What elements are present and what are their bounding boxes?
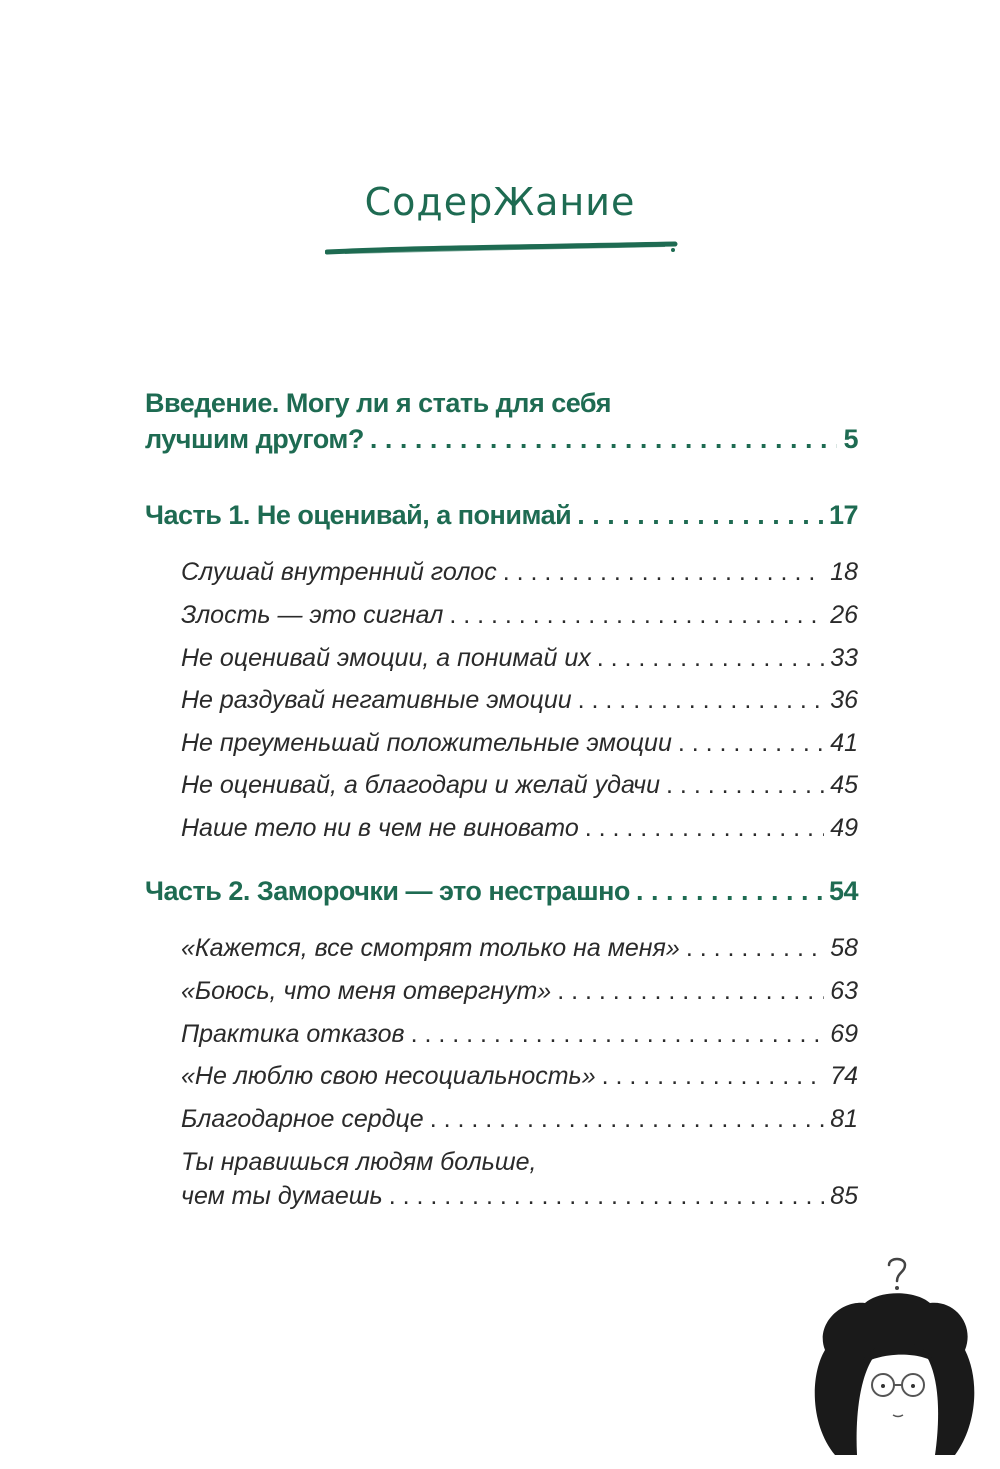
- toc-item[interactable]: [181, 558, 858, 587]
- item-label: Благодарное сердце: [181, 1105, 424, 1133]
- leader-dots: [686, 934, 824, 963]
- toc-item[interactable]: [181, 1020, 858, 1049]
- part-label: Часть 1. Не оценивай, а понимай: [145, 500, 572, 530]
- item-label: Наше тело ни в чем не виновато: [181, 814, 579, 842]
- leader-dots: [636, 876, 823, 907]
- item-label: Не оценивай эмоции, а понимай их: [181, 644, 591, 672]
- item-label: «Кажется, все смотрят только на меня»: [181, 934, 680, 962]
- item-label: чем ты думаешь: [181, 1182, 383, 1210]
- item-label: Не оценивай, а благодари и желай удачи: [181, 771, 661, 799]
- toc-item[interactable]: [181, 977, 858, 1006]
- leader-dots: [602, 1062, 825, 1091]
- leader-dots: [577, 500, 823, 531]
- page-number: 5: [843, 424, 858, 454]
- page-number: 54: [828, 876, 858, 906]
- toc-entry-part1[interactable]: [145, 500, 858, 531]
- leader-dots: [503, 558, 824, 587]
- toc-item[interactable]: [181, 1182, 858, 1211]
- leader-dots: [370, 424, 838, 455]
- page-number: 81: [830, 1105, 858, 1133]
- toc-entry-intro[interactable]: [145, 424, 858, 455]
- leader-dots: [578, 686, 825, 715]
- question-mark-icon: [889, 1259, 905, 1281]
- page-number: 85: [830, 1182, 858, 1210]
- page-number: 26: [830, 601, 858, 629]
- intro-line2: лучшим другом?: [145, 424, 364, 454]
- leader-dots: [557, 977, 824, 1006]
- page-number: 74: [830, 1062, 858, 1090]
- toc-item[interactable]: [181, 644, 858, 673]
- page-number: 69: [830, 1020, 858, 1048]
- face: [857, 1351, 939, 1455]
- last-item-line1: Ты нравишься людям больше,: [181, 1148, 537, 1176]
- toc-item[interactable]: [181, 1062, 858, 1091]
- item-label: Практика отказов: [181, 1020, 405, 1048]
- toc-item[interactable]: [181, 771, 858, 800]
- item-label: «Боюсь, что меня отвергнут»: [181, 977, 552, 1005]
- part-label: Часть 2. Заморочки — это нестрашно: [145, 876, 630, 906]
- page-number: 36: [830, 686, 858, 714]
- toc-item[interactable]: [181, 729, 858, 758]
- toc-entry-part2[interactable]: [145, 876, 858, 907]
- leader-dots: [666, 771, 824, 800]
- leader-dots: [678, 729, 824, 758]
- page-number: 41: [830, 729, 858, 757]
- item-label: Не раздувай негативные эмоции: [181, 686, 572, 714]
- toc-item[interactable]: [181, 1105, 858, 1134]
- girl-with-glasses-question-illustration: [805, 1255, 985, 1455]
- leader-dots: [585, 814, 824, 843]
- toc-item[interactable]: [181, 601, 858, 630]
- leader-dots: [389, 1182, 824, 1211]
- page-number: 45: [830, 771, 858, 799]
- page-number: 58: [830, 934, 858, 962]
- leader-dots: [430, 1105, 824, 1134]
- item-label: Не преуменьшай положительные эмоции: [181, 729, 672, 757]
- toc-item[interactable]: [181, 814, 858, 843]
- page-title: СодерЖание: [364, 180, 636, 224]
- toc-item[interactable]: [181, 934, 858, 963]
- item-label: «Не люблю свою несоциальность»: [181, 1062, 596, 1090]
- item-label: Злость — это сигнал: [181, 601, 444, 629]
- toc-item[interactable]: [181, 686, 858, 715]
- leader-dots: [597, 644, 824, 673]
- item-label: Слушай внутренний голос: [181, 558, 497, 586]
- page-number: 17: [828, 500, 858, 530]
- page-number: 18: [830, 558, 858, 586]
- leader-dots: [411, 1020, 825, 1049]
- leader-dots: [449, 601, 824, 630]
- intro-line1: Введение. Могу ли я стать для себя: [145, 388, 611, 418]
- page-number: 33: [830, 644, 858, 672]
- title-underline: [325, 238, 680, 258]
- page-number: 63: [830, 977, 858, 1005]
- page-number: 49: [830, 814, 858, 842]
